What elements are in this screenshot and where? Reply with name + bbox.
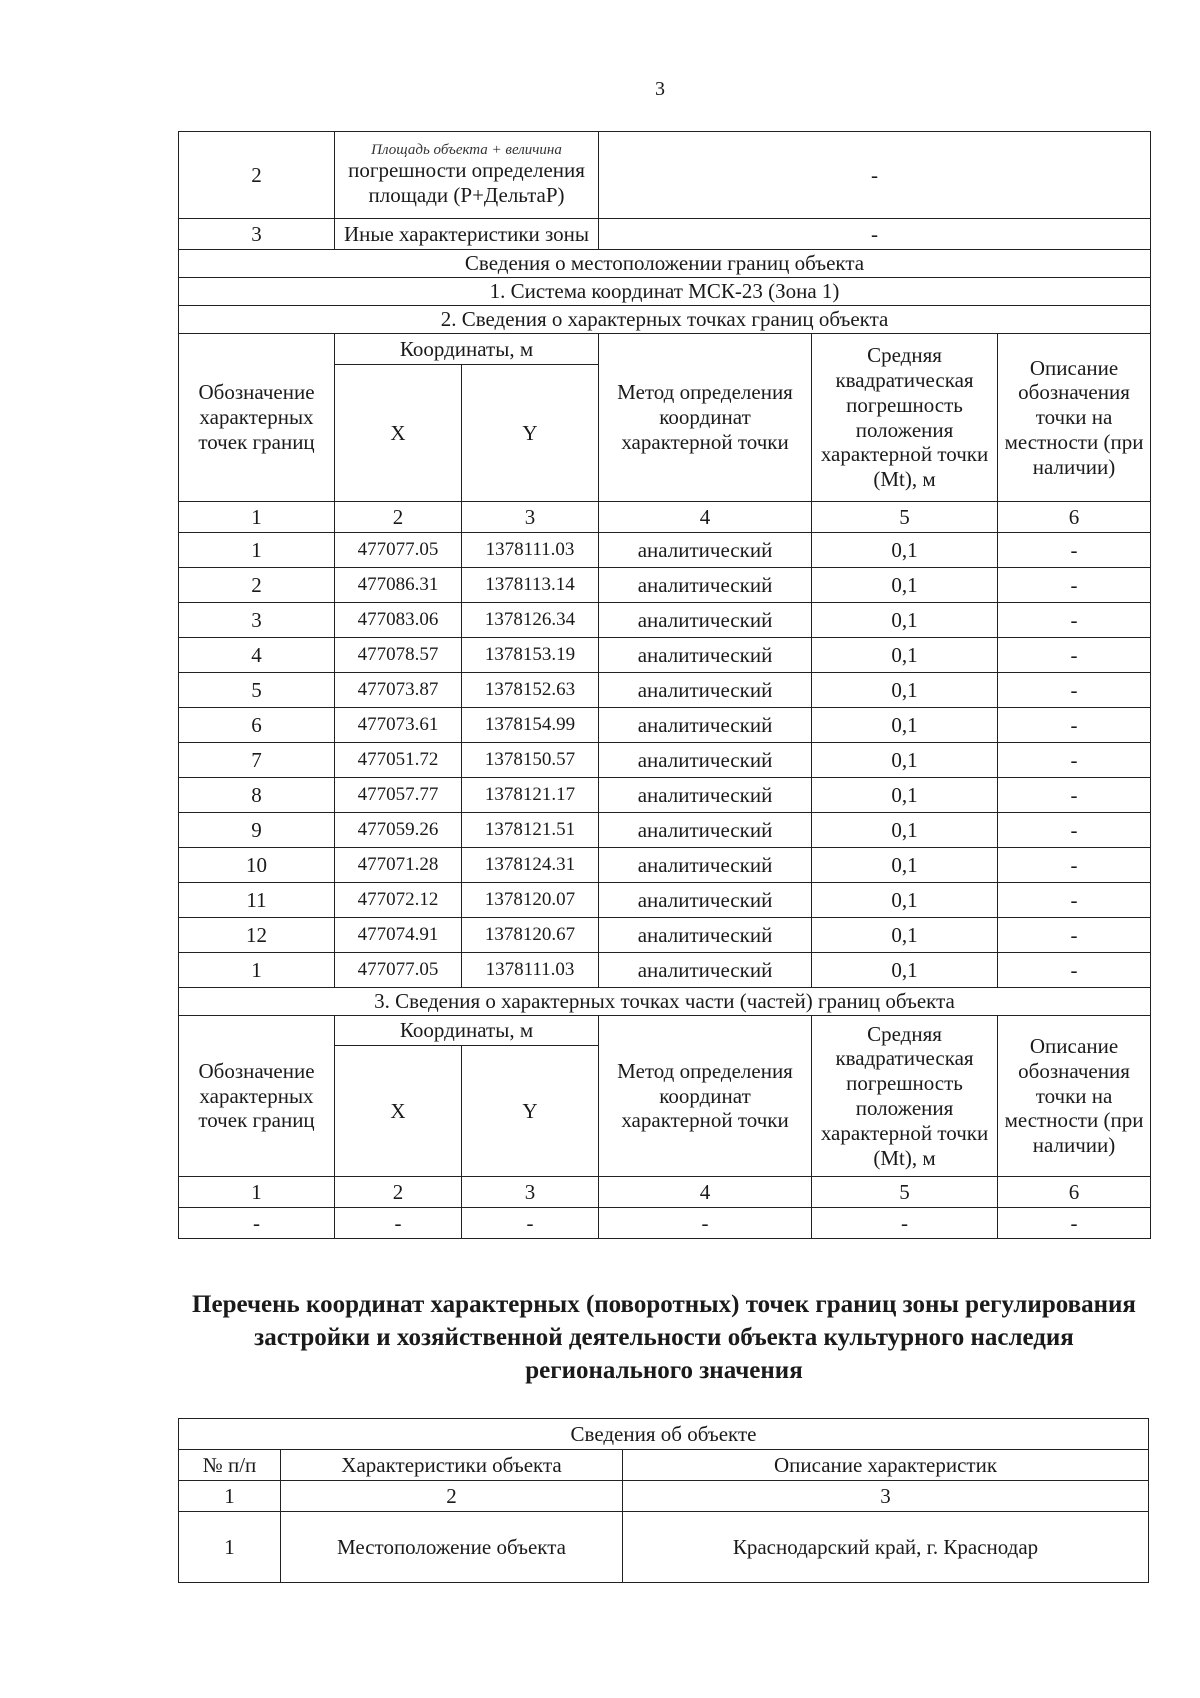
point-y: 1378111.03	[462, 953, 599, 988]
header-coordinates: Координаты, м	[335, 334, 599, 365]
header-x: X	[335, 1046, 462, 1177]
part-point-number: -	[179, 1208, 335, 1239]
point-method: аналитический	[599, 568, 812, 603]
table-row	[179, 673, 1151, 708]
point-x: 477086.31	[335, 568, 462, 603]
col-number: 4	[599, 1177, 812, 1208]
header-error: Средняя квадратическая погрешность положения характерной точки (Mt), м	[812, 334, 998, 502]
point-number: 3	[179, 603, 335, 638]
other-characteristics-row	[179, 219, 1151, 250]
document-title: Перечень координат характерных (поворотных) точек границ зоны регулирования застройки и хозяйственной деятельности объекта культурного наследия регионального значения	[192, 1291, 1136, 1384]
col-number: 6	[998, 502, 1151, 533]
col-number: 2	[335, 502, 462, 533]
col-number: 3	[462, 1177, 599, 1208]
col-num-header: № п/п	[179, 1450, 281, 1481]
area-label-text: погрешности определения площади (P+ДельтаP)	[348, 158, 585, 208]
col-number: 2	[281, 1481, 623, 1512]
col-number: 5	[812, 1177, 998, 1208]
header-row-part	[179, 1016, 1151, 1046]
point-mt: 0,1	[812, 533, 998, 568]
point-description: -	[998, 813, 1151, 848]
point-description: -	[998, 918, 1151, 953]
part-point-y: -	[462, 1208, 599, 1239]
area-label-prefix: Площадь объекта + величина	[371, 141, 562, 158]
point-method: аналитический	[599, 953, 812, 988]
row-number: 3	[179, 219, 335, 250]
point-method: аналитический	[599, 708, 812, 743]
point-x: 477072.12	[335, 883, 462, 918]
header-coordinates: Координаты, м	[335, 1016, 599, 1046]
header-error: Средняя квадратическая погрешность положения характерной точки (Mt), м	[812, 1016, 998, 1177]
point-y: 1378153.19	[462, 638, 599, 673]
other-characteristics-value: -	[599, 219, 1151, 250]
point-mt: 0,1	[812, 778, 998, 813]
col-number: 3	[462, 502, 599, 533]
object-characteristic-value: Краснодарский край, г. Краснодар	[623, 1512, 1149, 1583]
header-description: Описание обозначения точки на местности (при наличии)	[998, 334, 1151, 502]
point-number: 4	[179, 638, 335, 673]
coordinate-system: 1. Система координат МСК-23 (Зона 1)	[179, 278, 1151, 306]
point-x: 477077.05	[335, 953, 462, 988]
point-number: 12	[179, 918, 335, 953]
point-y: 1378120.67	[462, 918, 599, 953]
point-description: -	[998, 673, 1151, 708]
point-x: 477077.05	[335, 533, 462, 568]
column-numbers-row	[179, 1177, 1151, 1208]
point-mt: 0,1	[812, 673, 998, 708]
point-mt: 0,1	[812, 848, 998, 883]
col-number: 5	[812, 502, 998, 533]
point-description: -	[998, 708, 1151, 743]
col-number: 1	[179, 502, 335, 533]
point-mt: 0,1	[812, 953, 998, 988]
header-designation: Обозначение характерных точек границ	[179, 334, 335, 502]
header-row	[179, 334, 1151, 365]
point-mt: 0,1	[812, 708, 998, 743]
point-description: -	[998, 848, 1151, 883]
location-title: Сведения о местоположении границ объекта	[179, 250, 1151, 278]
section-3-title: 3. Сведения о характерных точках части (частей) границ объекта	[179, 988, 1151, 1016]
header-method: Метод определения координат характерной точки	[599, 334, 812, 502]
point-y: 1378113.14	[462, 568, 599, 603]
col-number: 1	[179, 1481, 281, 1512]
point-x: 477083.06	[335, 603, 462, 638]
point-x: 477051.72	[335, 743, 462, 778]
point-method: аналитический	[599, 533, 812, 568]
point-x: 477059.26	[335, 813, 462, 848]
col-char-header: Характеристики объекта	[281, 1450, 623, 1481]
table-row	[179, 1208, 1151, 1239]
point-y: 1378124.31	[462, 848, 599, 883]
area-row	[179, 132, 1151, 219]
point-number: 2	[179, 568, 335, 603]
table-row	[179, 918, 1151, 953]
header-y: Y	[462, 1046, 599, 1177]
point-description: -	[998, 568, 1151, 603]
object-characteristic: Местоположение объекта	[281, 1512, 623, 1583]
point-number: 5	[179, 673, 335, 708]
point-method: аналитический	[599, 673, 812, 708]
point-method: аналитический	[599, 743, 812, 778]
point-y: 1378154.99	[462, 708, 599, 743]
point-method: аналитический	[599, 813, 812, 848]
part-point-description: -	[998, 1208, 1151, 1239]
point-x: 477073.61	[335, 708, 462, 743]
point-x: 477073.87	[335, 673, 462, 708]
point-method: аналитический	[599, 778, 812, 813]
point-y: 1378120.07	[462, 883, 599, 918]
object-info-column-headers	[179, 1450, 1149, 1481]
point-method: аналитический	[599, 603, 812, 638]
point-description: -	[998, 743, 1151, 778]
header-x: X	[335, 365, 462, 502]
point-x: 477057.77	[335, 778, 462, 813]
table-row	[179, 533, 1151, 568]
object-info-header: Сведения об объекте	[179, 1419, 1149, 1450]
area-value: -	[599, 132, 1151, 219]
col-number: 1	[179, 1177, 335, 1208]
header-designation: Обозначение характерных точек границ	[179, 1016, 335, 1177]
point-description: -	[998, 603, 1151, 638]
column-numbers-row	[179, 502, 1151, 533]
point-number: 1	[179, 953, 335, 988]
col-number: 6	[998, 1177, 1151, 1208]
col-number: 2	[335, 1177, 462, 1208]
point-y: 1378126.34	[462, 603, 599, 638]
point-number: 10	[179, 848, 335, 883]
header-description: Описание обозначения точки на местности (при наличии)	[998, 1016, 1151, 1177]
point-mt: 0,1	[812, 638, 998, 673]
area-label	[335, 132, 599, 219]
table-row	[179, 813, 1151, 848]
point-y: 1378150.57	[462, 743, 599, 778]
col-number: 4	[599, 502, 812, 533]
point-method: аналитический	[599, 638, 812, 673]
point-x: 477074.91	[335, 918, 462, 953]
row-number: 2	[179, 132, 335, 219]
table-row	[179, 708, 1151, 743]
table-row	[179, 743, 1151, 778]
object-info-table	[178, 1418, 1149, 1583]
point-description: -	[998, 953, 1151, 988]
col-number: 3	[623, 1481, 1149, 1512]
point-number: 6	[179, 708, 335, 743]
point-description: -	[998, 883, 1151, 918]
object-row-number: 1	[179, 1512, 281, 1583]
point-method: аналитический	[599, 848, 812, 883]
part-point-method: -	[599, 1208, 812, 1239]
point-number: 11	[179, 883, 335, 918]
table-row	[179, 848, 1151, 883]
point-y: 1378152.63	[462, 673, 599, 708]
table-row	[179, 883, 1151, 918]
point-method: аналитический	[599, 918, 812, 953]
boundary-coordinates-table	[178, 131, 1151, 1239]
table-row	[179, 638, 1151, 673]
other-characteristics-label: Иные характеристики зоны	[335, 219, 599, 250]
point-mt: 0,1	[812, 603, 998, 638]
point-x: 477078.57	[335, 638, 462, 673]
point-number: 1	[179, 533, 335, 568]
table-row	[179, 568, 1151, 603]
point-description: -	[998, 533, 1151, 568]
point-mt: 0,1	[812, 813, 998, 848]
point-y: 1378121.51	[462, 813, 599, 848]
point-mt: 0,1	[812, 743, 998, 778]
point-x: 477071.28	[335, 848, 462, 883]
point-method: аналитический	[599, 883, 812, 918]
section-2-title: 2. Сведения о характерных точках границ объекта	[179, 306, 1151, 334]
column-numbers-row	[179, 1481, 1149, 1512]
point-mt: 0,1	[812, 918, 998, 953]
table-row	[179, 953, 1151, 988]
point-y: 1378121.17	[462, 778, 599, 813]
table-row	[179, 603, 1151, 638]
point-number: 9	[179, 813, 335, 848]
point-y: 1378111.03	[462, 533, 599, 568]
point-description: -	[998, 638, 1151, 673]
page-number: 3	[655, 78, 665, 100]
point-mt: 0,1	[812, 568, 998, 603]
part-point-x: -	[335, 1208, 462, 1239]
point-description: -	[998, 778, 1151, 813]
part-point-mt: -	[812, 1208, 998, 1239]
col-desc-header: Описание характеристик	[623, 1450, 1149, 1481]
header-method: Метод определения координат характерной точки	[599, 1016, 812, 1177]
point-number: 8	[179, 778, 335, 813]
point-mt: 0,1	[812, 883, 998, 918]
point-number: 7	[179, 743, 335, 778]
table-row	[179, 778, 1151, 813]
header-y: Y	[462, 365, 599, 502]
table-row	[179, 1512, 1149, 1583]
